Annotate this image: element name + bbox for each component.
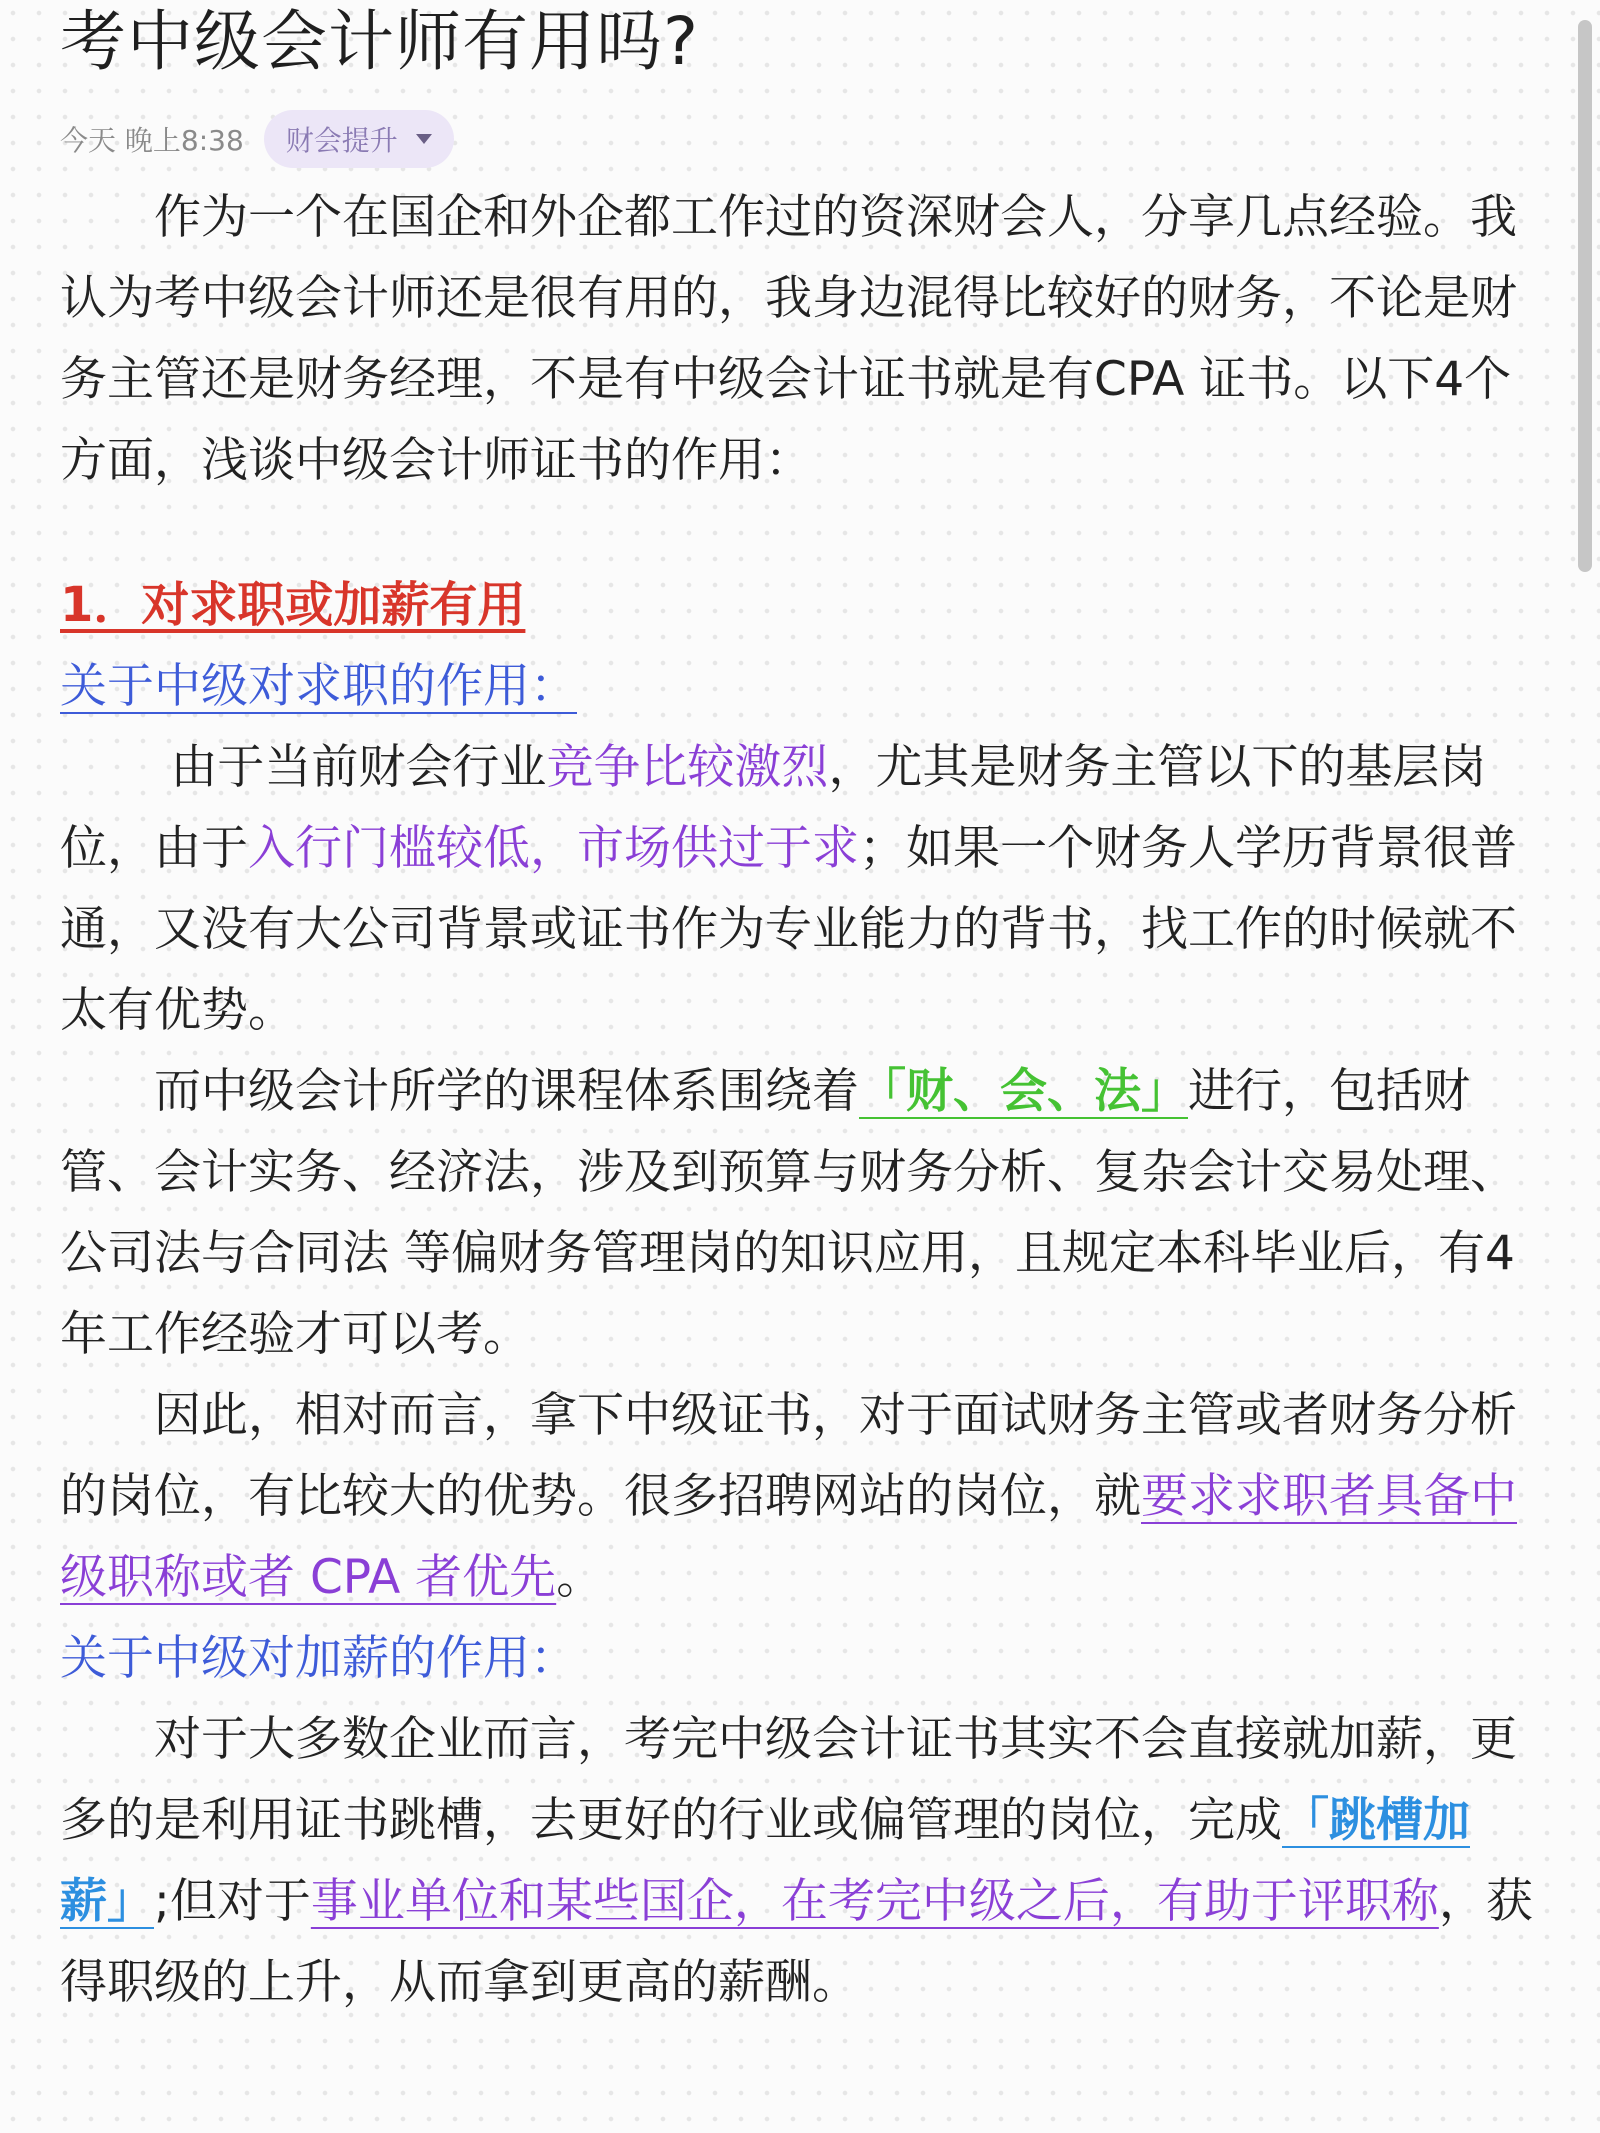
note-page (60, 0, 1540, 2023)
note-body[interactable] (60, 177, 1540, 2023)
paragraph-raise: 对于大多数企业而言，考完中级会计证书其实不会直接就加薪，更多的是利用证书跳槽，去更好的行业或偏管理的岗位，完成「跳槽加薪」;但对于事业单位和某些国企，在考完中级之后，有助于评职称，获得职级的上升，从而拿到更高的薪酬。 (60, 1712, 1533, 2011)
note-meta (60, 109, 1540, 169)
paragraph-curriculum: 而中级会计所学的课程体系围绕着「财、会、法」进行，包括财管、会计实务、经济法，涉及到预算与财务分析、复杂会计交易处理、公司法与合同法 等偏财务管理岗的知识应用，且规定本科毕业后，有4年工作经验才可以考。 (60, 1064, 1517, 1363)
highlight-public-institution: 事业单位和某些国企，在考完中级之后，有助于评职称 (310, 1874, 1439, 1930)
paragraph-job-competition: 由于当前财会行业竞争比较激烈，尤其是财务主管以下的基层岗位，由于入行门槛较低，市场供过于求；如果一个财务人学历背景很普通，又没有大公司背景或证书作为专业能力的背书，找工作的时候就不太有优势。 (60, 740, 1517, 1039)
paragraph-advantage: 因此，相对而言，拿下中级证书，对于面试财务主管或者财务分析的岗位，有比较大的优势。很多招聘网站的岗位，就要求求职者具备中级职称或者 CPA 者优先。 (60, 1388, 1517, 1606)
note-title[interactable]: 考中级会计师有用吗? (60, 3, 700, 80)
category-tag-label: 财会提升 (285, 124, 398, 158)
intro-paragraph: 作为一个在国企和外企都工作过的资深财会人，分享几点经验。我认为考中级会计师还是很有用的，我身边混得比较好的财务，不论是财务主管还是财务经理，不是有中级会计证书就是有CPA 证书。以下4个方面，浅谈中级会计师证书的作用： (60, 190, 1517, 489)
highlight-job-hop-raise: 「跳槽加薪」 (60, 1793, 1470, 1930)
highlight-job-requirement: 要求求职者具备中级职称或者 CPA 者优先 (60, 1469, 1517, 1606)
category-tag-dropdown[interactable] (264, 110, 454, 168)
vertical-scrollbar[interactable] (1578, 20, 1592, 572)
subheading-job: 关于中级对求职的作用： (60, 659, 577, 715)
highlight-low-threshold: 入行门槛较低，市场供过于求 (248, 821, 859, 877)
chevron-down-icon (416, 134, 432, 144)
highlight-competition: 竞争比较激烈 (546, 740, 829, 796)
section-heading: 1．对求职或加薪有用 (60, 577, 526, 634)
note-timestamp: 今天 晚上8:38 (60, 124, 244, 158)
subheading-raise: 关于中级对加薪的作用： (60, 1631, 577, 1687)
highlight-finance-accounting-law: 「财、会、法」 (859, 1064, 1188, 1120)
